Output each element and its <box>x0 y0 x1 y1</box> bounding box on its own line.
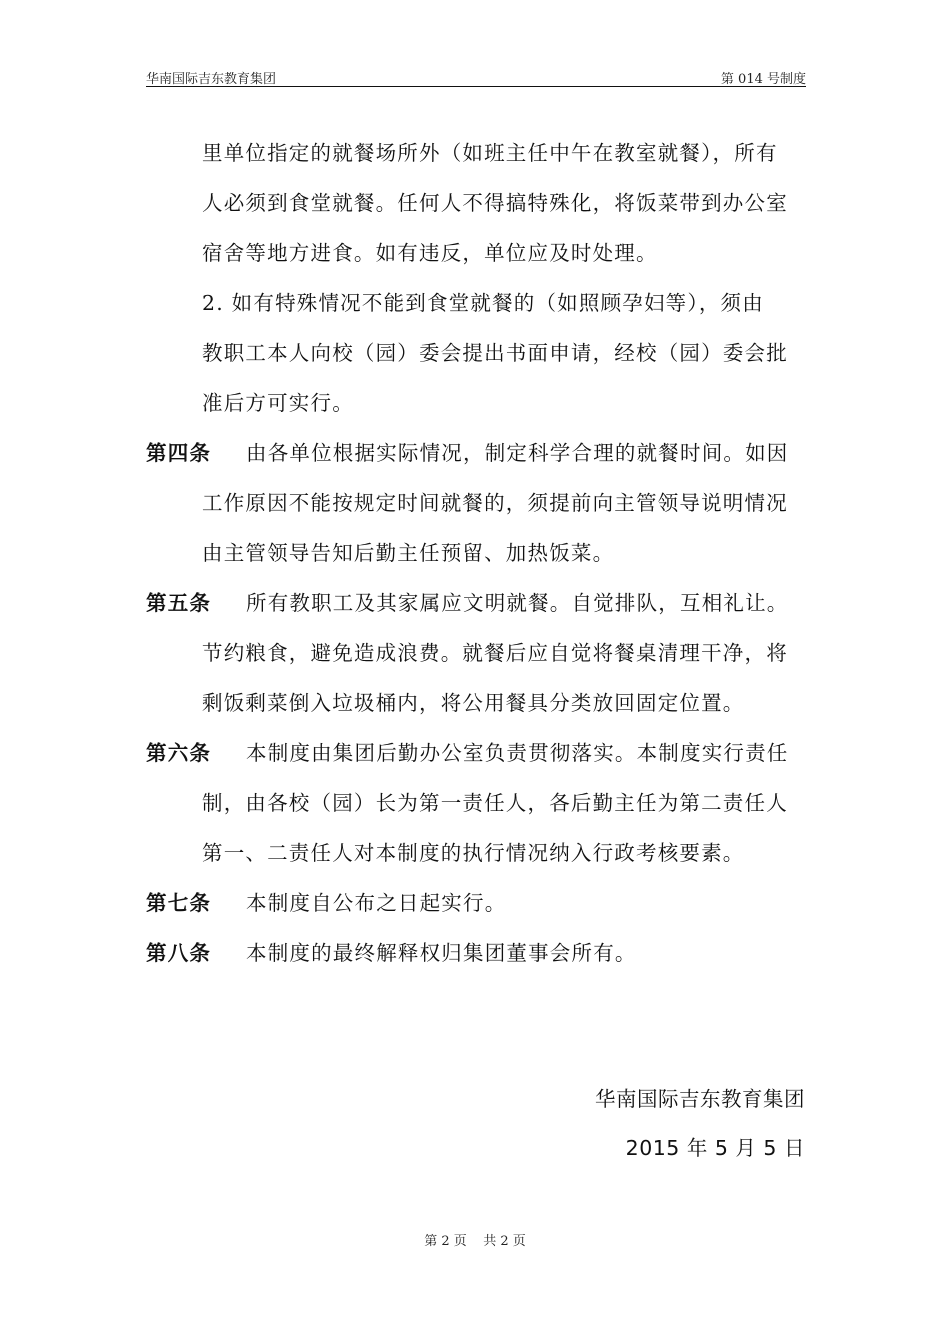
article-text: 所有教职工及其家属应文明就餐。自觉排队，互相礼让。 <box>246 591 789 615</box>
signature-date: 2015 年 5 月 5 日 <box>625 1136 805 1160</box>
article-8 <box>146 930 826 980</box>
document-body <box>146 130 826 980</box>
article-label: 第五条 <box>146 591 212 615</box>
body-line: 工作原因不能按规定时间就餐的，须提前向主管领导说明情况 <box>202 491 788 515</box>
body-line: 节约粮食，避免造成浪费。就餐后应自觉将餐桌清理干净，将 <box>202 641 788 665</box>
header-organization: 华南国际吉东教育集团 <box>146 72 277 87</box>
header-divider <box>146 86 806 87</box>
body-line: 2. 如有特殊情况不能到食堂就餐的（如照顾孕妇等），须由 <box>202 291 764 315</box>
signature-organization: 华南国际吉东教育集团 <box>595 1087 805 1111</box>
article-label: 第四条 <box>146 441 212 465</box>
article-text: 本制度自公布之日起实行。 <box>246 891 507 915</box>
article-text: 本制度的最终解释权归集团董事会所有。 <box>246 941 637 965</box>
page-header <box>146 64 806 86</box>
article-4 <box>146 430 826 480</box>
article-label: 第八条 <box>146 941 212 965</box>
body-line: 由主管领导告知后勤主任预留、加热饭菜。 <box>202 541 615 565</box>
article-6 <box>146 730 826 780</box>
body-line: 第一、二责任人对本制度的执行情况纳入行政考核要素。 <box>202 841 745 865</box>
body-line: 教职工本人向校（园）委会提出书面申请，经校（园）委会批 <box>202 341 788 365</box>
page-footer: 第 2 页 共 2 页 <box>424 1234 526 1249</box>
body-line: 宿舍等地方进食。如有违反，单位应及时处理。 <box>202 241 658 265</box>
header-document-number: 第 014 号制度 <box>720 72 806 87</box>
body-line: 制，由各校（园）长为第一责任人，各后勤主任为第二责任人 <box>202 791 788 815</box>
article-7 <box>146 880 826 930</box>
body-line: 里单位指定的就餐场所外（如班主任中午在教室就餐），所有 <box>202 141 778 165</box>
body-line: 剩饭剩菜倒入垃圾桶内，将公用餐具分类放回固定位置。 <box>202 691 745 715</box>
article-label: 第六条 <box>146 741 212 765</box>
body-line: 人必须到食堂就餐。任何人不得搞特殊化，将饭菜带到办公室 <box>202 191 788 215</box>
article-text: 本制度由集团后勤办公室负责贯彻落实。本制度实行责任 <box>246 741 789 765</box>
article-text: 由各单位根据实际情况，制定科学合理的就餐时间。如因 <box>246 441 789 465</box>
body-line: 准后方可实行。 <box>202 391 354 415</box>
article-5 <box>146 580 826 630</box>
article-label: 第七条 <box>146 891 212 915</box>
